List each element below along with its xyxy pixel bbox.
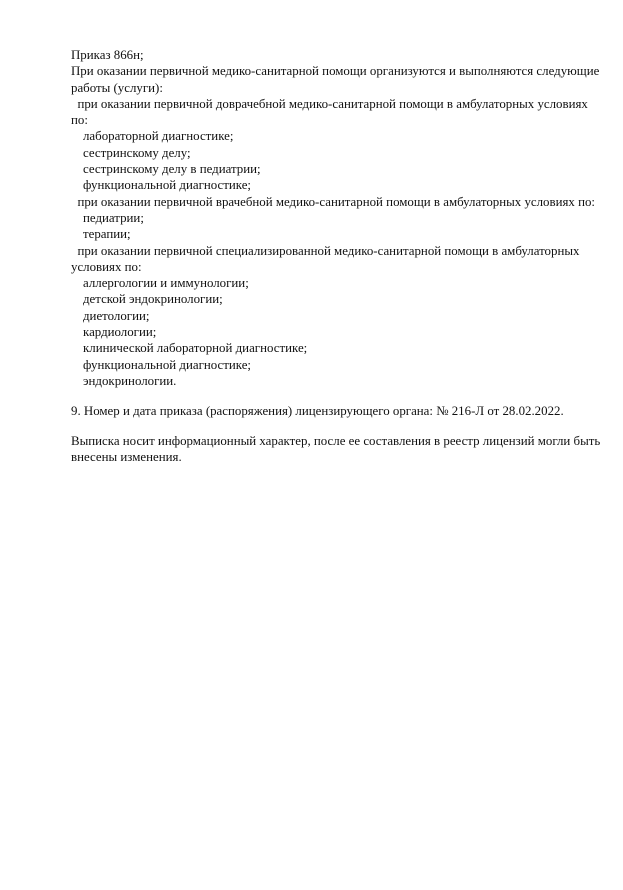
group-heading: условиях по: bbox=[71, 259, 142, 274]
service-item: педиатрии; bbox=[83, 210, 144, 225]
group-heading: при оказании первичной доврачебной медико-санитарной помощи в амбулаторных условиях bbox=[71, 96, 588, 111]
service-item: эндокринологии. bbox=[83, 373, 177, 388]
service-item: детской эндокринологии; bbox=[83, 292, 223, 307]
section-9-order-number: 9. Номер и дата приказа (распоряжения) лицензирующего органа: № 216-Л от 28.02.2022. bbox=[71, 403, 564, 418]
group-heading: при оказании первичной врачебной медико-санитарной помощи в амбулаторных условиях по: bbox=[71, 194, 596, 209]
intro-line: работы (услуги): bbox=[71, 80, 163, 95]
intro-line: При оказании первичной медико-санитарной помощи организуются и выполняются следующие bbox=[71, 64, 600, 79]
service-item: кардиологии; bbox=[83, 325, 157, 340]
service-item: сестринскому делу; bbox=[83, 145, 191, 160]
service-item: аллергологии и иммунологии; bbox=[83, 276, 249, 291]
order-reference: Приказ 866н; bbox=[71, 48, 144, 62]
group-heading: по: bbox=[71, 113, 88, 128]
service-item: функциональной диагностике; bbox=[83, 178, 252, 193]
service-item: диетологии; bbox=[83, 308, 150, 323]
service-item: функциональной диагностике; bbox=[83, 357, 252, 372]
service-item: лабораторной диагностике; bbox=[83, 129, 234, 144]
service-item: терапии; bbox=[83, 227, 131, 242]
document-page bbox=[71, 47, 601, 465]
disclaimer-line: внесены изменения. bbox=[71, 449, 182, 464]
service-item: клинической лабораторной диагностике; bbox=[83, 341, 308, 356]
disclaimer-line: Выписка носит информационный характер, после ее составления в реестр лицензий могли быть bbox=[71, 433, 601, 448]
services-list bbox=[71, 96, 601, 389]
service-item: сестринскому делу в педиатрии; bbox=[83, 162, 261, 177]
group-heading: при оказании первичной специализированной медико-санитарной помощи в амбулаторных bbox=[71, 243, 580, 258]
